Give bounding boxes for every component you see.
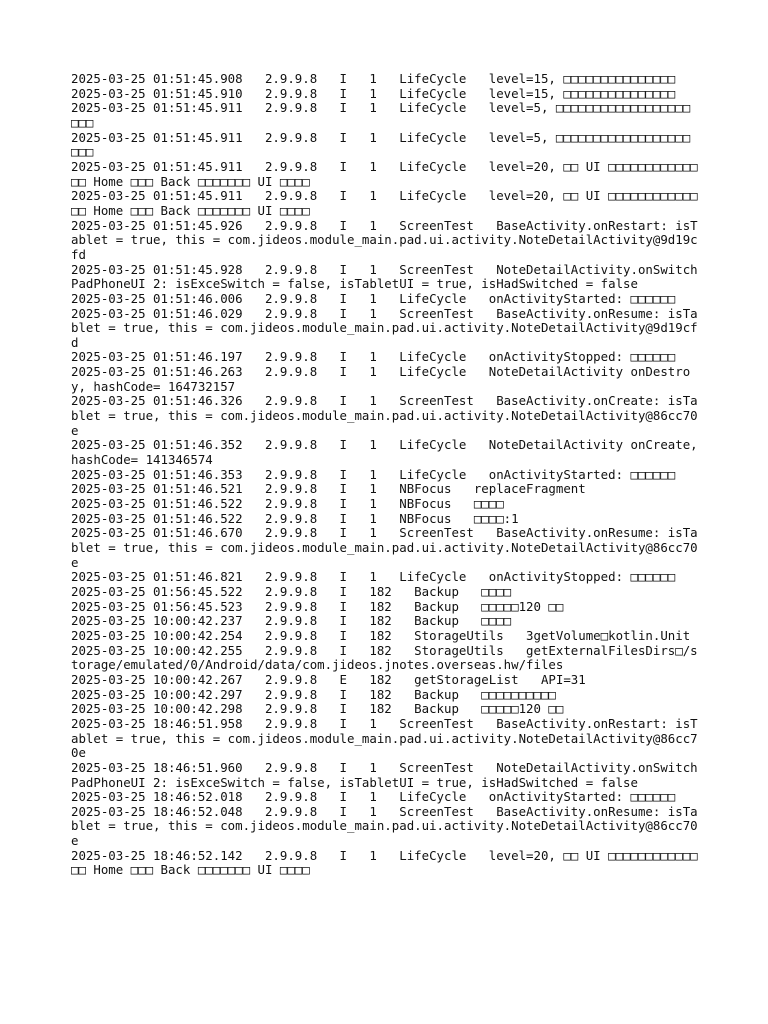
log-line: 2025-03-25 01:51:46.353 2.9.9.8 I 1 LifeCycle onActivityStarted: □□□□□□ (71, 466, 676, 482)
log-line: 2025-03-25 10:00:42.254 2.9.9.8 I 182 StorageUtils 3getVolume□kotlin.Unit (71, 627, 691, 643)
log-line: 2025-03-25 01:56:45.523 2.9.9.8 I 182 Backup □□□□□120 □□ (71, 598, 564, 614)
log-line: 2025-03-25 01:56:45.522 2.9.9.8 I 182 Backup □□□□ (71, 583, 512, 599)
log-line: 2025-03-25 01:51:46.522 2.9.9.8 I 1 NBFocus □□□□ (71, 496, 504, 512)
log-line: 2025-03-25 01:51:45.911 2.9.9.8 I 1 LifeCycle level=20, □□ UI □□□□□□□□□□□□ □□ Home □□□ Back □□□□□□□ UI □□□□ (71, 158, 706, 189)
log-line: 2025-03-25 01:51:45.911 2.9.9.8 I 1 LifeCycle level=5, □□□□□□□□□□□□□□□□□□ □□□ (71, 100, 698, 130)
log-line: 2025-03-25 01:51:45.926 2.9.9.8 I 1 ScreenTest BaseActivity.onRestart: isTablet = true, this = com.jideos.module_main.pad.ui.activity.NoteDetailActivity@9d19cfd (71, 217, 698, 262)
log-line: 2025-03-25 01:51:46.670 2.9.9.8 I 1 ScreenTest BaseActivity.onResume: isTablet = true, this = com.jideos.module_main.pad.ui.activity.NoteDetailActivity@86cc70e (71, 525, 698, 570)
log-line: 2025-03-25 18:46:51.960 2.9.9.8 I 1 ScreenTest NoteDetailActivity.onSwitchPadPhoneUI 2: isExceSwitch = false, isTabletUI = true, isHadSwitched = false (71, 759, 698, 790)
log-line: 2025-03-25 01:51:45.928 2.9.9.8 I 1 ScreenTest NoteDetailActivity.onSwitchPadPhoneUI 2: isExceSwitch = false, isTabletUI = true, isHadSwitched = false (71, 261, 698, 292)
log-line: 2025-03-25 01:51:46.029 2.9.9.8 I 1 ScreenTest BaseActivity.onResume: isTablet = true, this = com.jideos.module_main.pad.ui.activity.NoteDetailActivity@9d19cfd (71, 305, 698, 350)
log-line: 2025-03-25 01:51:46.521 2.9.9.8 I 1 NBFocus replaceFragment (71, 481, 586, 497)
log-line: 2025-03-25 01:51:45.911 2.9.9.8 I 1 LifeCycle level=20, □□ UI □□□□□□□□□□□□ □□ Home □□□ Back □□□□□□□ UI □□□□ (71, 188, 706, 218)
log-line: 2025-03-25 10:00:42.267 2.9.9.8 E 182 getStorageList API=31 (71, 671, 586, 687)
log-line: 2025-03-25 01:51:46.326 2.9.9.8 I 1 ScreenTest BaseActivity.onCreate: isTablet = true, this = com.jideos.module_main.pad.ui.activity.NoteDetailActivity@86cc70e (71, 393, 698, 438)
log-line: 2025-03-25 01:51:46.263 2.9.9.8 I 1 LifeCycle NoteDetailActivity onDestroy, hashCode= 164732157 (71, 364, 691, 394)
log-line: 2025-03-25 18:46:52.048 2.9.9.8 I 1 ScreenTest BaseActivity.onResume: isTablet = true, this = com.jideos.module_main.pad.ui.activity.NoteDetailActivity@86cc70e (71, 803, 698, 849)
log-line: 2025-03-25 18:46:52.018 2.9.9.8 I 1 LifeCycle onActivityStarted: □□□□□□ (71, 789, 676, 805)
log-line: 2025-03-25 10:00:42.255 2.9.9.8 I 182 StorageUtils getExternalFilesDirs□/storage/emulated/0/Android/data/com.jideos.jnotes.overseas.hw/files (71, 642, 698, 673)
log-line: 2025-03-25 01:51:46.821 2.9.9.8 I 1 LifeCycle onActivityStopped: □□□□□□ (71, 569, 676, 585)
log-line: 2025-03-25 01:51:46.006 2.9.9.8 I 1 LifeCycle onActivityStarted: □□□□□□ (71, 290, 676, 306)
log-line: 2025-03-25 01:51:45.911 2.9.9.8 I 1 LifeCycle level=5, □□□□□□□□□□□□□□□□□□ □□□ (71, 129, 698, 160)
log-line: 2025-03-25 10:00:42.237 2.9.9.8 I 182 Backup □□□□ (71, 613, 512, 629)
log-line: 2025-03-25 01:51:46.197 2.9.9.8 I 1 LifeCycle onActivityStopped: □□□□□□ (71, 349, 676, 365)
log-line: 2025-03-25 01:51:45.910 2.9.9.8 I 1 LifeCycle level=15, □□□□□□□□□□□□□□□ (71, 85, 676, 101)
log-line: 2025-03-25 18:46:52.142 2.9.9.8 I 1 LifeCycle level=20, □□ UI □□□□□□□□□□□□ □□ Home □□□ Back □□□□□□□ UI □□□□ (71, 847, 706, 878)
log-line: 2025-03-25 10:00:42.297 2.9.9.8 I 182 Backup □□□□□□□□□□ (71, 686, 556, 702)
log-line: 2025-03-25 01:51:46.352 2.9.9.8 I 1 LifeCycle NoteDetailActivity onCreate, hashCode= 141346574 (71, 437, 706, 468)
log-line: 2025-03-25 18:46:51.958 2.9.9.8 I 1 ScreenTest BaseActivity.onRestart: isTablet = true, this = com.jideos.module_main.pad.ui.activity.NoteDetailActivity@86cc70e (71, 715, 698, 761)
log-line: 2025-03-25 10:00:42.298 2.9.9.8 I 182 Backup □□□□□120 □□ (71, 701, 564, 717)
log-line: 2025-03-25 01:51:46.522 2.9.9.8 I 1 NBFocus □□□□:1 (71, 510, 519, 526)
log-document (71, 71, 706, 878)
log-line: 2025-03-25 01:51:45.908 2.9.9.8 I 1 LifeCycle level=15, □□□□□□□□□□□□□□□ (71, 71, 676, 86)
